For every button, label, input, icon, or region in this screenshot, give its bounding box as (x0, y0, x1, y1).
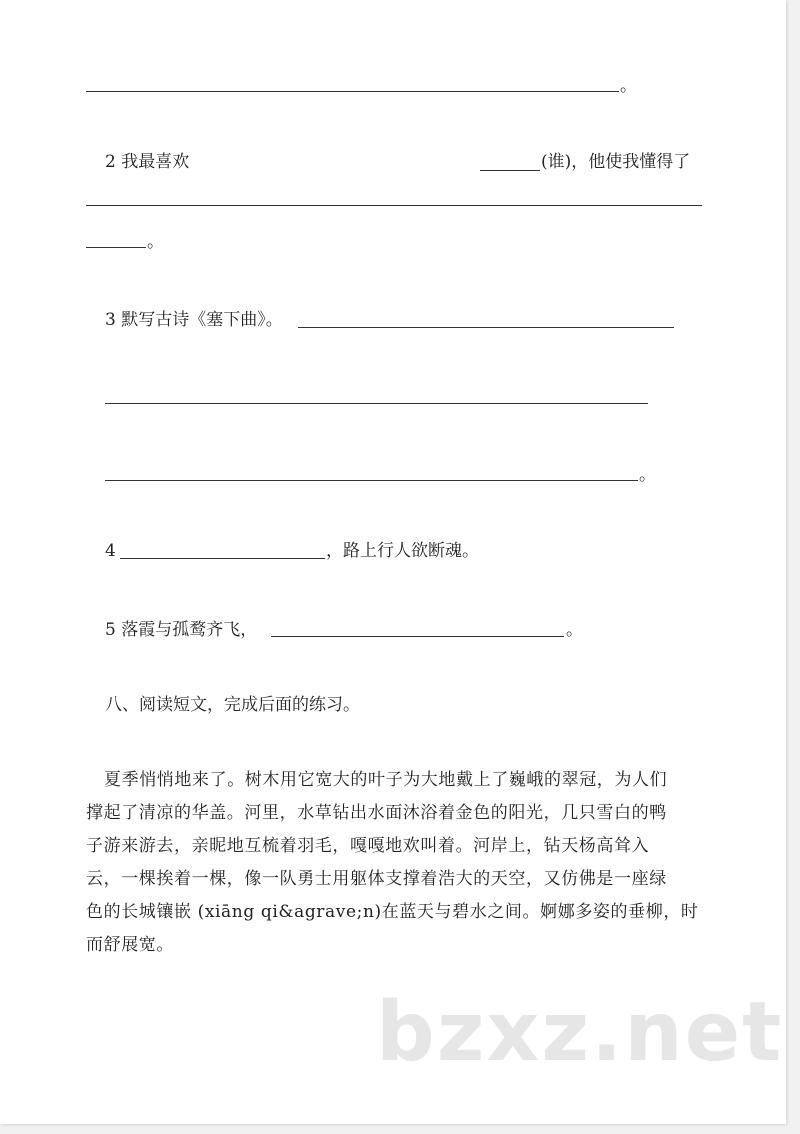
answer-line[interactable] (271, 636, 564, 637)
passage-line: 撑起了清凉的华盖。河里，水草钻出水面沐浴着金色的阳光，几只雪白的鸭 (86, 803, 667, 823)
period: 。 (639, 465, 656, 485)
watermark: bzxz.net (376, 985, 784, 1080)
reading-passage (86, 764, 726, 962)
question-2-who: (谁)，他使我懂得了 (541, 152, 691, 172)
answer-line[interactable] (298, 327, 674, 328)
question-4-rest: ，路上行人欲断魂。 (326, 541, 479, 561)
period: 。 (620, 76, 637, 96)
passage-line: 夏季悄悄地来了。树木用它宽大的叶子为大地戴上了巍峨的翠冠，为人们 (104, 770, 668, 790)
passage-line: 云，一棵挨着一棵，像一队勇士用躯体支撑着浩大的天空，又仿佛是一座绿 (86, 869, 667, 889)
answer-line[interactable] (120, 558, 325, 559)
question-5-lead: 5 落霞与孤鹜齐飞， (105, 620, 258, 640)
question-3-lead: 3 默写古诗《塞下曲》。 (105, 310, 283, 330)
answer-line[interactable] (105, 480, 638, 481)
passage-line: 色的长城镶嵌 (xiāng qi&agrave;n)在蓝天与碧水之间。婀娜多姿的垂柳，时 (86, 902, 699, 922)
question-2-lead: 2 我最喜欢 (105, 152, 190, 172)
period: 。 (147, 232, 164, 252)
answer-line[interactable] (105, 403, 648, 404)
passage-line: 而舒展宽。 (86, 935, 174, 955)
question-4-number: 4 (105, 541, 116, 561)
passage-line: 子游来游去，亲昵地互梳着羽毛，嘎嘎地欢叫着。河岸上，钻天杨高耸入 (86, 836, 650, 856)
answer-line[interactable] (86, 91, 619, 92)
answer-line[interactable] (86, 205, 702, 206)
answer-line[interactable] (480, 170, 540, 171)
section-8-heading: 八、阅读短文，完成后面的练习。 (105, 695, 360, 715)
answer-line[interactable] (86, 247, 146, 248)
period: 。 (566, 620, 583, 640)
